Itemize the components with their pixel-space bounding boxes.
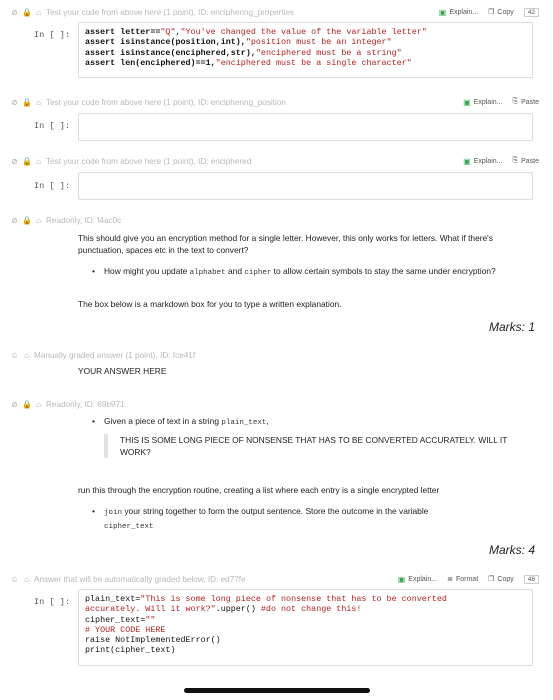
copy-label: Copy [497,575,514,583]
cell-header [10,95,286,109]
input-prompt: In [ ]: [34,30,71,40]
cell-toolbar [463,154,539,168]
cell-toolbar [398,572,539,586]
grading-icon: ☺ [10,350,19,360]
no-entry-icon: ⊘ [11,156,18,166]
cell-header [10,154,251,168]
copy-button[interactable] [488,8,514,16]
input-prompt: In [ ]: [34,597,71,607]
paste-button[interactable] [512,157,539,165]
graduation-cap-icon: ⌂ [36,399,41,409]
line-count-badge: 42 [524,8,539,17]
marks-label: Marks: 1 [488,320,535,334]
cell-toolbar [439,5,539,19]
code-line: raise NotImplementedError() [85,635,221,646]
input-prompt: In [ ]: [34,181,71,191]
bullet-text: , [266,416,269,426]
bullet-item [104,505,519,533]
cell-header [10,5,294,19]
cell-toolbar [463,95,539,109]
markdown-paragraph: run this through the encryption routine, creating a list where each entry is a single encrypted letter [78,485,440,495]
paste-label: Paste [521,157,539,165]
cell-header-text: Manually graded answer (1 point), ID: fce41f [34,350,196,360]
inline-code: cipher [244,269,272,277]
no-entry-icon: ⊘ [11,215,18,225]
bullet-item [104,415,519,429]
explain-button[interactable] [463,98,502,107]
code-line: # YOUR CODE HERE [85,624,166,635]
bullet-text: and [225,266,245,276]
explain-label: Explain... [473,157,503,165]
inline-code: join [104,509,123,517]
bullet-text: How might you update [104,266,190,276]
answer-text[interactable]: YOUR ANSWER HERE [78,366,167,376]
cell-header-text: Test your code from above here (1 point), ID: enciphered [46,156,252,166]
input-prompt: In [ ]: [34,121,71,131]
bullet-item [104,265,519,279]
lock-icon: 🔒 [22,156,32,166]
marks-label: Marks: 4 [488,543,535,557]
explain-button[interactable] [398,575,437,584]
code-line: assert isinstance(enciphered,str),"enciphered must be a string" [85,47,402,58]
inline-code: cipher_text [104,523,154,531]
code-editor[interactable] [78,113,533,141]
graduation-cap-icon: ⌂ [36,156,41,166]
copy-label: Copy [497,8,514,16]
line-count-badge: 48 [524,575,539,584]
bullet-text: to allow certain symbols to stay the same under encryption? [271,266,496,276]
explain-icon: ▣ [463,97,471,107]
copy-icon: ❐ [488,576,495,583]
cell-header-text: Readonly, ID: 69b971 [46,399,125,409]
paste-button[interactable] [512,98,539,106]
explain-label: Explain... [408,575,438,583]
explain-icon: ▣ [438,7,447,17]
inline-code: alphabet [189,269,226,277]
code-editor[interactable] [78,22,533,78]
graduation-cap-icon: ⌂ [36,215,41,225]
cell-header-text: Readonly, ID: f4ac0c [46,215,122,225]
graduation-cap-icon: ⌂ [36,7,41,17]
explain-button[interactable] [463,157,502,166]
paste-icon: ⎘ [512,98,519,105]
cell-header-text: Test your code from above here (1 point), ID: enciphering_properties [46,7,295,17]
explain-label: Explain... [449,8,479,16]
graduation-cap-icon: ⌂ [24,574,29,584]
no-entry-icon: ⊘ [11,7,18,17]
code-line: plain_text="This is some long piece of nonsense that has to be converted [85,594,447,604]
home-indicator[interactable] [184,688,370,693]
code-line: accurately. Will it work?".upper() #do not change this! [85,604,362,615]
code-line: assert len(enciphered)==1,"enciphered must be a single character" [85,57,412,68]
code-editor[interactable] [78,172,533,200]
markdown-paragraph: This should give you an encryption method for a single letter. However, this only works for letters. What if there's punctuation, spaces etc in the text to convert? [78,233,493,255]
lock-icon: 🔒 [22,7,32,17]
cell-header [10,397,125,411]
lock-icon: 🔒 [22,97,32,107]
cell-header-text: Answer that will be automatically graded below, ID: ed77fe [34,574,246,584]
paste-icon: ⎘ [512,157,519,164]
code-editor[interactable] [78,589,533,666]
inline-code: plain_text [221,419,267,427]
code-line: print(cipher_text) [85,645,176,656]
code-line: assert letter=="Q","You've changed the value of the variable letter" [85,27,427,37]
markdown-paragraph: The box below is a markdown box for you to type a written explanation. [78,299,342,309]
copy-icon: ❐ [488,9,495,16]
paste-label: Paste [521,98,539,106]
bullet-text: Given a piece of text in a string [104,416,222,426]
copy-button[interactable] [488,575,514,583]
explain-icon: ▣ [397,574,406,584]
graduation-cap-icon: ⌂ [36,97,41,107]
bullet-text: your string together to form the output sentence. Store the outcome in the variable [122,506,429,516]
cell-header [10,213,121,227]
no-entry-icon: ⊘ [11,399,18,409]
format-label: Format [455,575,479,583]
grading-icon: ☺ [10,574,19,584]
cell-header [10,572,246,586]
graduation-cap-icon: ⌂ [24,350,29,360]
format-button[interactable] [447,575,478,583]
explain-button[interactable] [439,8,478,17]
code-line: cipher_text="" [85,614,156,625]
blockquote: THIS IS SOME LONG PIECE OF NONSENSE THAT HAS TO BE CONVERTED ACCURATELY. WILL IT WORK? [104,434,530,458]
lock-icon: 🔒 [22,215,32,225]
format-icon: ≣ [447,576,453,583]
code-line: assert isinstance(position,int),"position must be an integer" [85,37,392,48]
cell-header [10,348,195,362]
explain-icon: ▣ [463,156,471,166]
lock-icon: 🔒 [22,399,32,409]
no-entry-icon: ⊘ [11,97,18,107]
explain-label: Explain... [473,98,503,106]
cell-header-text: Test your code from above here (1 point), ID: enciphering_position [46,97,286,107]
